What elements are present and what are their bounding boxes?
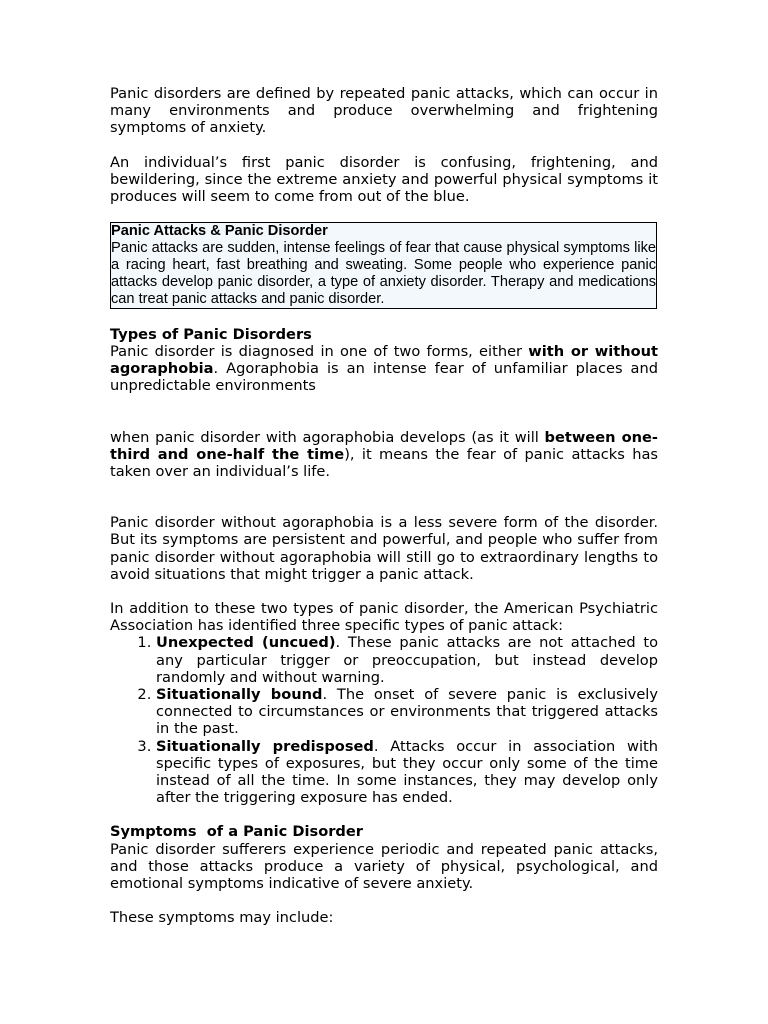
attack-types-list [110,634,658,806]
info-box [110,222,657,309]
document-page [110,85,658,926]
list-item: 1. Unexpected (uncued). These panic attacks are not attached to any particular trigger or preoccupation, but instead develop randomly and without warning. [156,634,658,686]
list-item: 3. Situationally predisposed. Attacks occur in association with specific types of exposures, but they occur only some of the time instead of all the time. In some instances, they may develop only after the triggering exposure has ended. [156,738,658,807]
info-box-body: Panic attacks are sudden, intense feelings of fear that cause physical symptoms like a racing heart, fast breathing and sweating. Some people who experience panic attacks develop panic disorder, a type of anxiety disorder. Therapy and medications can treat panic attacks and panic disorder. [111,240,656,307]
symptoms-paragraph-2: These symptoms may include: [110,909,334,927]
types-paragraph-2: when panic disorder with agoraphobia develops (as it will between one-third and one-half the time), it means the fear of panic attacks has taken over an individual’s life. [110,428,659,480]
types-paragraph-3: Panic disorder without agoraphobia is a less severe form of the disorder. But its symptoms are persistent and powerful, and people who suffer from panic disorder without agoraphobia will still go to extraordinary lengths to avoid situations that might trigger a panic attack. [110,514,658,583]
list-item: 2. Situationally bound. The onset of severe panic is exclusively connected to circumstances or environments that triggered attacks in the past. [156,686,658,738]
symptoms-paragraph-1: Panic disorder sufferers experience periodic and repeated panic attacks, and those attacks produce a variety of physical, psychological, and emotional symptoms indicative of severe anxiety. [110,840,658,893]
info-box-title: Panic Attacks & Panic Disorder [111,223,328,240]
symptoms-heading: Symptoms of a Panic Disorder [110,823,363,841]
types-heading: Types of Panic Disorders [110,325,312,343]
types-paragraph-1: Panic disorder is diagnosed in one of two forms, either with or without agoraphobia. Agoraphobia is an intense fear of unfamiliar places and unpredictable environments [110,342,658,395]
intro-paragraph-2: An individual’s first panic disorder is confusing, frightening, and bewildering, since the extreme anxiety and powerful physical symptoms it produces will seem to come from out of the blue. [110,153,658,206]
intro-paragraph-1: Panic disorders are defined by repeated panic attacks, which can occur in many environments and produce overwhelming and frightening symptoms of anxiety. [110,85,658,137]
types-paragraph-4: In addition to these two types of panic disorder, the American Psychiatric Association has identified three specific types of panic attack: [110,599,658,635]
